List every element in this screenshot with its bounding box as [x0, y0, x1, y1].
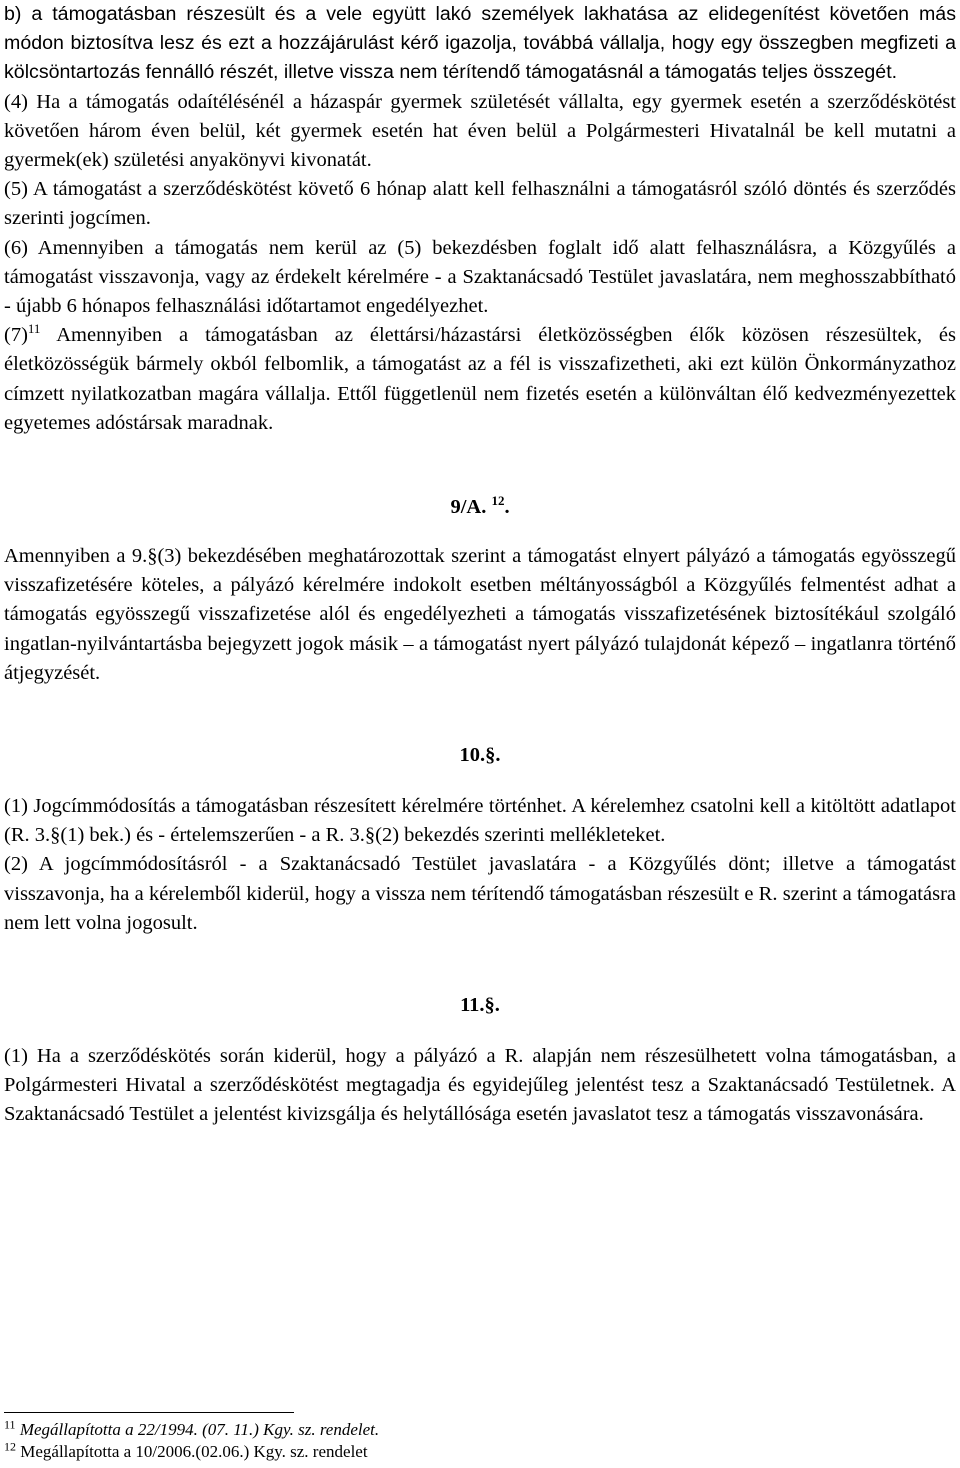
footnote-divider: [4, 1412, 294, 1413]
section-10-paragraph-2: (2) A jogcímmódosításról - a Szaktanácsadó Testület javaslatára - a Közgyűlés dönt; illetve a támogatást visszavonja, ha a kérelemből kiderül, hogy a vissza nem térítendő támogatásban részesült e R. szerint a támogatásra nem lett volna jogosult.: [4, 853, 956, 934]
section-9a-dot: .: [504, 496, 510, 519]
section-11-title: 11.§.: [460, 994, 500, 1017]
footnote-12: [4, 1441, 956, 1463]
footnote-text: Megállapította a 22/1994. (07. 11.) Kgy. sz. rendelet.: [19, 1420, 380, 1439]
section-9a-label: 9/A.: [450, 496, 487, 519]
footnote-ref-12: 12: [491, 493, 505, 509]
footnote-number: 11: [4, 1417, 16, 1432]
paragraph-5: (5) A támogatást a szerződéskötést követő 6 hónap alatt kell felhasználni a támogatásról szóló döntés és szerződés szerinti jogcímen.: [4, 178, 956, 230]
section-10-paragraph-1: (1) Jogcímmódosítás a támogatásban részesített kérelmére történhet. A kérelemhez csatolni kell a kitöltött adatlapot (R. 3.§(1) bek.) és - értelemszerűen - a R. 3.§(2) bekezdés szerinti mellékleteket.: [4, 795, 956, 847]
footnote-11: [4, 1419, 956, 1441]
footnote-text: Megállapította a 10/2006.(02.06.) Kgy. sz. rendelet: [20, 1442, 368, 1461]
footnote-number: 12: [4, 1439, 16, 1454]
paragraph-4: (4) Ha a támogatás odaítélésénél a házaspár gyermek születését vállalta, egy gyermek esetén a szerződéskötést követően három éven belül, két gyermek esetén hat éven belül a Polgármesteri Hivatalnál be kell mutatni a gyermek(ek) születési anyakönyvi kivonatát.: [4, 90, 956, 172]
paragraph-6: (6) Amennyiben a támogatás nem kerül az (5) bekezdésben foglalt idő alatt felhasználásra, a Közgyűlés a támogatást visszavonja, vagy az érdekelt kérelmére - a Szaktanácsadó Testület javaslatára, nem meghosszabbítható - újabb 6 hónapos felhasználási időtartamot engedélyezhet.: [4, 236, 956, 318]
section-9a-paragraph: Amennyiben a 9.§(3) bekezdésében meghatározottak szerint a támogatást elnyert pályázó a támogatás egyösszegű visszafizetésére köteles, a pályázó kérelmére indokolt esetben méltányosságból a Közgyűlés felmentést adhat a támogatás egyösszegű visszafizetése alól és engedélyezheti a támogatás visszafizetésének biztosítékául szolgáló ingatlan-nyilvántartásba bejegyzett jogok másik – a támogatást nyert pályázó tulajdonát képező – ingatlanra történő átjegyzését.: [4, 545, 956, 684]
paragraph-7: [4, 321, 956, 438]
section-10-title: 10.§.: [459, 744, 501, 767]
paragraph-7-text: Amennyiben a támogatásban az élettársi/házastársi életközösségben élők közösen részesültek, és életközösségük bármely okból felbomlik, a támogatást az a fél is visszafizetheti, aki ezt külön Önkormányzathoz címzett nyilatkozatban magára vállalja. Ettől függetlenül nem fizetés esetén a különváltan élő kedvezményezettek egyetemes adóstársak maradnak.: [4, 324, 956, 434]
footnotes: [4, 1412, 956, 1463]
paragraph-b: b) a támogatásban részesült és a vele együtt lakó személyek lakhatása az elidegenítést követően más módon biztosítva lesz és ezt a hozzájárulást kérő igazolja, továbbá vállalja, hogy egy összegben megfizeti a kölcsöntartozás fennálló részét, illetve vissza nem térítendő támogatásnál a támogatás teljes összegét.: [4, 3, 956, 84]
section-11-paragraph-1: (1) Ha a szerződéskötés során kiderül, hogy a pályázó a R. alapján nem részesülhetett volna támogatásban, a Polgármesteri Hivatal a szerződéskötést megtagadja és egyidejűleg jelentést tesz a Szaktanácsadó Testületnek. A Szaktanácsadó Testület a jelentést kivizsgálja és helytállósága esetén javaslatot tesz a támogatás visszavonására.: [4, 1045, 956, 1126]
paragraph-7-number: (7): [4, 324, 28, 347]
section-9a-title: [4, 492, 956, 522]
footnote-ref-11: 11: [27, 321, 41, 337]
document-page: [4, 0, 956, 1130]
